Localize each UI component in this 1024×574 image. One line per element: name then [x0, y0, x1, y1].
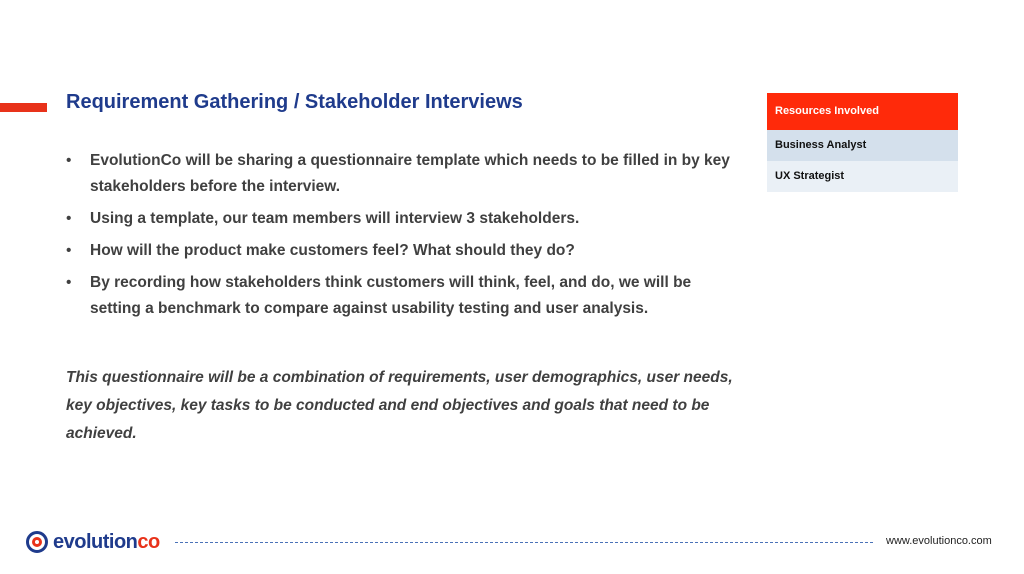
resource-item: UX Strategist — [767, 161, 958, 192]
slide-title: Requirement Gathering / Stakeholder Interviews — [66, 91, 523, 113]
footer-url: www.evolutionco.com — [886, 535, 992, 547]
bullet-icon: • — [66, 210, 72, 227]
bullet-item — [66, 206, 746, 232]
bullet-icon: • — [66, 152, 72, 169]
bullet-list — [66, 148, 746, 328]
resources-header: Resources Involved — [767, 93, 958, 130]
company-logo — [26, 528, 160, 556]
logo-wordmark: evolutionco — [53, 531, 160, 553]
footer-divider — [175, 542, 873, 543]
bullet-icon: • — [66, 274, 72, 291]
summary-note: This questionnaire will be a combination of requirements, user demographics, user needs, key objectives, key tasks to be conducted and end objectives and goals that need to be achieved. — [66, 369, 733, 442]
logo-mark-icon — [26, 531, 48, 553]
resource-item: Business Analyst — [767, 130, 958, 161]
bullet-item — [66, 238, 746, 264]
bullet-item — [66, 270, 746, 322]
accent-bar — [0, 103, 47, 112]
bullet-icon: • — [66, 242, 72, 259]
bullet-text: EvolutionCo will be sharing a questionnaire template which needs to be filled in by key stakeholders before the interview. — [90, 152, 730, 195]
bullet-text: By recording how stakeholders think customers will think, feel, and do, we will be setting a benchmark to compare against usability testing and user analysis. — [90, 274, 692, 317]
bullet-item — [66, 148, 746, 200]
resources-table — [767, 93, 958, 192]
bullet-text: How will the product make customers feel? What should they do? — [90, 242, 575, 259]
bullet-text: Using a template, our team members will interview 3 stakeholders. — [90, 210, 580, 227]
